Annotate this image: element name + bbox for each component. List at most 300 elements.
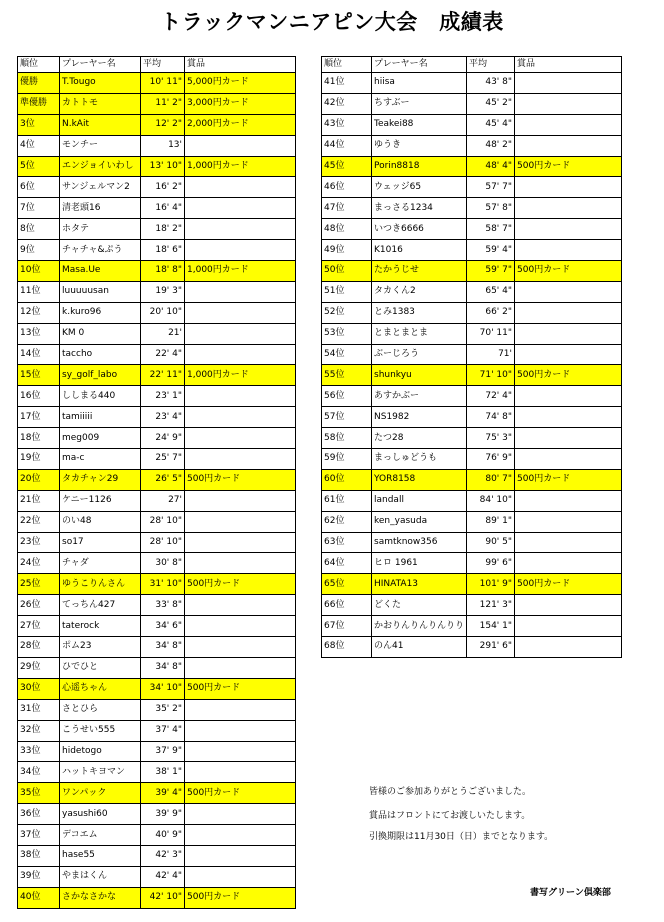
- rank-cell: 30位: [18, 678, 60, 699]
- prize-cell: [185, 616, 296, 637]
- table-row: [18, 240, 296, 261]
- table-row: [18, 198, 296, 219]
- prize-cell: 500円カード: [185, 574, 296, 595]
- average-cell: 30' 8": [141, 553, 185, 574]
- table-row: [18, 73, 296, 94]
- rank-cell: 24位: [18, 553, 60, 574]
- rank-cell: 7位: [18, 198, 60, 219]
- player-name-cell: さとひら: [60, 699, 141, 720]
- prize-cell: [515, 135, 622, 156]
- table-row: [322, 114, 622, 135]
- player-name-cell: yasushi60: [60, 804, 141, 825]
- average-cell: 291' 6": [467, 637, 515, 658]
- average-cell: 76' 9": [467, 449, 515, 470]
- prize-cell: [515, 302, 622, 323]
- table-row: [322, 553, 622, 574]
- rank-cell: 63位: [322, 532, 372, 553]
- prize-cell: [515, 177, 622, 198]
- table-row: [322, 469, 622, 490]
- average-cell: 84' 10": [467, 490, 515, 511]
- prize-cell: [515, 449, 622, 470]
- table-row: [18, 616, 296, 637]
- rank-cell: 6位: [18, 177, 60, 198]
- note-deadline: 引換期限は11月30日（日）までとなります。: [369, 832, 554, 842]
- average-cell: 21': [141, 323, 185, 344]
- prize-cell: 500円カード: [515, 261, 622, 282]
- player-name-cell: チャチャ&ぷう: [60, 240, 141, 261]
- prize-cell: [185, 720, 296, 741]
- table-row: [18, 386, 296, 407]
- player-name-cell: ゆうき: [372, 135, 467, 156]
- prize-cell: 500円カード: [515, 469, 622, 490]
- prize-cell: [185, 804, 296, 825]
- table-row: [18, 469, 296, 490]
- rank-cell: 37位: [18, 825, 60, 846]
- rank-cell: 4位: [18, 135, 60, 156]
- prize-cell: [515, 616, 622, 637]
- average-cell: 154' 1": [467, 616, 515, 637]
- table-row: [18, 407, 296, 428]
- average-cell: 19' 3": [141, 281, 185, 302]
- player-name-cell: ハットキヨマン: [60, 762, 141, 783]
- rank-cell: 42位: [322, 93, 372, 114]
- table-row: [322, 595, 622, 616]
- rank-cell: 19位: [18, 449, 60, 470]
- player-name-cell: hiisa: [372, 73, 467, 94]
- prize-cell: [515, 93, 622, 114]
- player-name-cell: やまはくん: [60, 866, 141, 887]
- table-header-row: [18, 57, 296, 73]
- prize-cell: 500円カード: [515, 365, 622, 386]
- player-name-cell: K1016: [372, 240, 467, 261]
- average-cell: 18' 2": [141, 219, 185, 240]
- average-cell: 16' 2": [141, 177, 185, 198]
- player-name-cell: たかうじせ: [372, 261, 467, 282]
- table-row: [18, 866, 296, 887]
- prize-cell: [515, 73, 622, 94]
- results-table-left: [17, 56, 296, 909]
- average-cell: 48' 2": [467, 135, 515, 156]
- table-row: [18, 574, 296, 595]
- prize-cell: 500円カード: [185, 783, 296, 804]
- rank-cell: 47位: [322, 198, 372, 219]
- average-cell: 34' 6": [141, 616, 185, 637]
- average-cell: 65' 4": [467, 281, 515, 302]
- player-name-cell: NS1982: [372, 407, 467, 428]
- rank-cell: 49位: [322, 240, 372, 261]
- rank-cell: 59位: [322, 449, 372, 470]
- average-cell: 26' 5": [141, 469, 185, 490]
- prize-cell: [515, 240, 622, 261]
- prize-cell: [185, 553, 296, 574]
- average-cell: 71': [467, 344, 515, 365]
- prize-cell: [185, 428, 296, 449]
- prize-cell: 500円カード: [515, 156, 622, 177]
- header-average: 平均: [141, 57, 185, 73]
- player-name-cell: まっしゅどうも: [372, 449, 467, 470]
- player-name-cell: チャダ: [60, 553, 141, 574]
- table-row: [18, 490, 296, 511]
- table-row: [322, 156, 622, 177]
- player-name-cell: まっさる1234: [372, 198, 467, 219]
- rank-cell: 65位: [322, 574, 372, 595]
- prize-cell: 500円カード: [185, 887, 296, 908]
- header-rank: 順位: [322, 57, 372, 73]
- player-name-cell: sy_golf_labo: [60, 365, 141, 386]
- header-prize: 賞品: [515, 57, 622, 73]
- average-cell: 28' 10": [141, 511, 185, 532]
- average-cell: 33' 8": [141, 595, 185, 616]
- table-row: [322, 177, 622, 198]
- table-row: [322, 616, 622, 637]
- prize-cell: [185, 302, 296, 323]
- player-name-cell: Teakei88: [372, 114, 467, 135]
- rank-cell: 51位: [322, 281, 372, 302]
- average-cell: 16' 4": [141, 198, 185, 219]
- player-name-cell: ゆうこりんさん: [60, 574, 141, 595]
- header-player: プレーヤー名: [372, 57, 467, 73]
- average-cell: 74' 8": [467, 407, 515, 428]
- average-cell: 66' 2": [467, 302, 515, 323]
- prize-cell: [185, 177, 296, 198]
- prize-cell: [515, 219, 622, 240]
- player-name-cell: てっちん427: [60, 595, 141, 616]
- average-cell: 43' 8": [467, 73, 515, 94]
- rank-cell: 26位: [18, 595, 60, 616]
- player-name-cell: Porin8818: [372, 156, 467, 177]
- note-prize-pickup: 賞品はフロントにてお渡しいたします。: [369, 811, 531, 821]
- table-row: [322, 637, 622, 658]
- player-name-cell: Masa.Ue: [60, 261, 141, 282]
- table-row: [322, 365, 622, 386]
- average-cell: 80' 7": [467, 469, 515, 490]
- prize-cell: [515, 428, 622, 449]
- average-cell: 34' 8": [141, 657, 185, 678]
- player-name-cell: デコエム: [60, 825, 141, 846]
- prize-cell: [185, 386, 296, 407]
- average-cell: 57' 8": [467, 198, 515, 219]
- table-row: [18, 219, 296, 240]
- rank-cell: 3位: [18, 114, 60, 135]
- prize-cell: [185, 699, 296, 720]
- player-name-cell: HINATA13: [372, 574, 467, 595]
- player-name-cell: のん41: [372, 637, 467, 658]
- prize-cell: [515, 595, 622, 616]
- rank-cell: 62位: [322, 511, 372, 532]
- table-row: [18, 302, 296, 323]
- player-name-cell: shunkyu: [372, 365, 467, 386]
- rank-cell: 32位: [18, 720, 60, 741]
- table-row: [18, 553, 296, 574]
- player-name-cell: 心遥ちゃん: [60, 678, 141, 699]
- table-row: [18, 281, 296, 302]
- table-row: [18, 825, 296, 846]
- table-row: [322, 574, 622, 595]
- player-name-cell: こうせい555: [60, 720, 141, 741]
- prize-cell: [185, 344, 296, 365]
- table-row: [322, 73, 622, 94]
- table-row: [18, 93, 296, 114]
- rank-cell: 52位: [322, 302, 372, 323]
- rank-cell: 8位: [18, 219, 60, 240]
- player-name-cell: ヒロ 1961: [372, 553, 467, 574]
- prize-cell: [185, 866, 296, 887]
- table-row: [322, 407, 622, 428]
- player-name-cell: so17: [60, 532, 141, 553]
- player-name-cell: ポム23: [60, 637, 141, 658]
- table-row: [322, 261, 622, 282]
- rank-cell: 38位: [18, 845, 60, 866]
- table-row: [322, 323, 622, 344]
- player-name-cell: いつき6666: [372, 219, 467, 240]
- table-row: [322, 302, 622, 323]
- player-name-cell: とまとまとま: [372, 323, 467, 344]
- rank-cell: 43位: [322, 114, 372, 135]
- rank-cell: 39位: [18, 866, 60, 887]
- average-cell: 42' 4": [141, 866, 185, 887]
- player-name-cell: たつ28: [372, 428, 467, 449]
- prize-cell: [185, 135, 296, 156]
- prize-cell: [185, 845, 296, 866]
- average-cell: 24' 9": [141, 428, 185, 449]
- rank-cell: 41位: [322, 73, 372, 94]
- rank-cell: 28位: [18, 637, 60, 658]
- prize-cell: [185, 741, 296, 762]
- average-cell: 101' 9": [467, 574, 515, 595]
- rank-cell: 13位: [18, 323, 60, 344]
- player-name-cell: luuuuusan: [60, 281, 141, 302]
- player-name-cell: ma-c: [60, 449, 141, 470]
- prize-cell: [185, 825, 296, 846]
- header-average: 平均: [467, 57, 515, 73]
- average-cell: 28' 10": [141, 532, 185, 553]
- player-name-cell: taterock: [60, 616, 141, 637]
- table-row: [322, 344, 622, 365]
- rank-cell: 61位: [322, 490, 372, 511]
- table-row: [18, 511, 296, 532]
- average-cell: 57' 7": [467, 177, 515, 198]
- player-name-cell: ウェッジ65: [372, 177, 467, 198]
- rank-cell: 55位: [322, 365, 372, 386]
- player-name-cell: のい48: [60, 511, 141, 532]
- rank-cell: 31位: [18, 699, 60, 720]
- player-name-cell: k.kuro96: [60, 302, 141, 323]
- average-cell: 89' 1": [467, 511, 515, 532]
- rank-cell: 準優勝: [18, 93, 60, 114]
- table-row: [18, 678, 296, 699]
- table-row: [18, 699, 296, 720]
- rank-cell: 29位: [18, 657, 60, 678]
- rank-cell: 14位: [18, 344, 60, 365]
- prize-cell: [185, 637, 296, 658]
- rank-cell: 11位: [18, 281, 60, 302]
- table-row: [18, 428, 296, 449]
- table-row: [322, 240, 622, 261]
- table-row: [18, 156, 296, 177]
- player-name-cell: N.kAit: [60, 114, 141, 135]
- table-row: [18, 365, 296, 386]
- average-cell: 22' 4": [141, 344, 185, 365]
- average-cell: 59' 4": [467, 240, 515, 261]
- player-name-cell: どくた: [372, 595, 467, 616]
- player-name-cell: tamiiiii: [60, 407, 141, 428]
- table-row: [18, 344, 296, 365]
- average-cell: 45' 4": [467, 114, 515, 135]
- rank-cell: 64位: [322, 553, 372, 574]
- table-row: [18, 887, 296, 908]
- rank-cell: 54位: [322, 344, 372, 365]
- average-cell: 75' 3": [467, 428, 515, 449]
- average-cell: 59' 7": [467, 261, 515, 282]
- average-cell: 38' 1": [141, 762, 185, 783]
- rank-cell: 23位: [18, 532, 60, 553]
- average-cell: 42' 3": [141, 845, 185, 866]
- player-name-cell: さかなさかな: [60, 887, 141, 908]
- table-row: [322, 532, 622, 553]
- average-cell: 34' 8": [141, 637, 185, 658]
- player-name-cell: ちすぶー: [372, 93, 467, 114]
- average-cell: 48' 4": [467, 156, 515, 177]
- player-name-cell: サンジェルマン2: [60, 177, 141, 198]
- prize-cell: 500円カード: [185, 469, 296, 490]
- player-name-cell: ひでひと: [60, 657, 141, 678]
- prize-cell: [185, 595, 296, 616]
- rank-cell: 56位: [322, 386, 372, 407]
- player-name-cell: タカくん2: [372, 281, 467, 302]
- player-name-cell: hase55: [60, 845, 141, 866]
- page-title: トラックマンニアピン大会 成績表: [160, 10, 504, 34]
- player-name-cell: あすかぶー: [372, 386, 467, 407]
- prize-cell: 1,000円カード: [185, 156, 296, 177]
- player-name-cell: ホタテ: [60, 219, 141, 240]
- rank-cell: 33位: [18, 741, 60, 762]
- table-row: [322, 198, 622, 219]
- table-row: [18, 845, 296, 866]
- prize-cell: 3,000円カード: [185, 93, 296, 114]
- player-name-cell: カトトモ: [60, 93, 141, 114]
- player-name-cell: taccho: [60, 344, 141, 365]
- prize-cell: [185, 198, 296, 219]
- prize-cell: [515, 281, 622, 302]
- rank-cell: 35位: [18, 783, 60, 804]
- player-name-cell: ぶーじろう: [372, 344, 467, 365]
- average-cell: 22' 11": [141, 365, 185, 386]
- prize-cell: [515, 114, 622, 135]
- player-name-cell: エンジョイいわし: [60, 156, 141, 177]
- table-row: [18, 804, 296, 825]
- player-name-cell: landall: [372, 490, 467, 511]
- rank-cell: 10位: [18, 261, 60, 282]
- rank-cell: 21位: [18, 490, 60, 511]
- rank-cell: 12位: [18, 302, 60, 323]
- average-cell: 25' 7": [141, 449, 185, 470]
- prize-cell: [185, 657, 296, 678]
- table-row: [322, 93, 622, 114]
- rank-cell: 57位: [322, 407, 372, 428]
- average-cell: 70' 11": [467, 323, 515, 344]
- prize-cell: [185, 240, 296, 261]
- rank-cell: 17位: [18, 407, 60, 428]
- prize-cell: 1,000円カード: [185, 261, 296, 282]
- player-name-cell: タカチャン29: [60, 469, 141, 490]
- header-player: プレーヤー名: [60, 57, 141, 73]
- prize-cell: [515, 198, 622, 219]
- average-cell: 37' 4": [141, 720, 185, 741]
- rank-cell: 27位: [18, 616, 60, 637]
- player-name-cell: YOR8158: [372, 469, 467, 490]
- table-row: [18, 595, 296, 616]
- rank-cell: 46位: [322, 177, 372, 198]
- average-cell: 18' 6": [141, 240, 185, 261]
- header-prize: 賞品: [185, 57, 296, 73]
- prize-cell: 5,000円カード: [185, 73, 296, 94]
- rank-cell: 16位: [18, 386, 60, 407]
- prize-cell: [185, 511, 296, 532]
- rank-cell: 60位: [322, 469, 372, 490]
- player-name-cell: ワンパック: [60, 783, 141, 804]
- average-cell: 12' 2": [141, 114, 185, 135]
- average-cell: 121' 3": [467, 595, 515, 616]
- note-thanks: 皆様のご参加ありがとうございました。: [369, 787, 532, 797]
- table-row: [18, 261, 296, 282]
- prize-cell: [515, 344, 622, 365]
- prize-cell: [185, 281, 296, 302]
- table-row: [322, 428, 622, 449]
- average-cell: 99' 6": [467, 553, 515, 574]
- table-row: [18, 323, 296, 344]
- table-row: [18, 532, 296, 553]
- prize-cell: 1,000円カード: [185, 365, 296, 386]
- rank-cell: 優勝: [18, 73, 60, 94]
- average-cell: 42' 10": [141, 887, 185, 908]
- table-row: [18, 783, 296, 804]
- prize-cell: 500円カード: [515, 574, 622, 595]
- average-cell: 45' 2": [467, 93, 515, 114]
- average-cell: 58' 7": [467, 219, 515, 240]
- prize-cell: [185, 762, 296, 783]
- average-cell: 11' 2": [141, 93, 185, 114]
- player-name-cell: hidetogo: [60, 741, 141, 762]
- table-row: [18, 177, 296, 198]
- prize-cell: [185, 323, 296, 344]
- rank-cell: 58位: [322, 428, 372, 449]
- player-name-cell: ken_yasuda: [372, 511, 467, 532]
- player-name-cell: samtknow356: [372, 532, 467, 553]
- rank-cell: 68位: [322, 637, 372, 658]
- rank-cell: 53位: [322, 323, 372, 344]
- table-row: [322, 449, 622, 470]
- average-cell: 34' 10": [141, 678, 185, 699]
- rank-cell: 5位: [18, 156, 60, 177]
- average-cell: 35' 2": [141, 699, 185, 720]
- prize-cell: [515, 323, 622, 344]
- table-row: [18, 657, 296, 678]
- prize-cell: 2,000円カード: [185, 114, 296, 135]
- rank-cell: 22位: [18, 511, 60, 532]
- rank-cell: 44位: [322, 135, 372, 156]
- rank-cell: 40位: [18, 887, 60, 908]
- average-cell: 20' 10": [141, 302, 185, 323]
- table-row: [18, 114, 296, 135]
- table-row: [322, 135, 622, 156]
- prize-cell: [185, 407, 296, 428]
- player-name-cell: かおりんりんりんりり: [372, 616, 467, 637]
- prize-cell: [185, 532, 296, 553]
- player-name-cell: 清老頭16: [60, 198, 141, 219]
- average-cell: 27': [141, 490, 185, 511]
- table-row: [18, 762, 296, 783]
- average-cell: 31' 10": [141, 574, 185, 595]
